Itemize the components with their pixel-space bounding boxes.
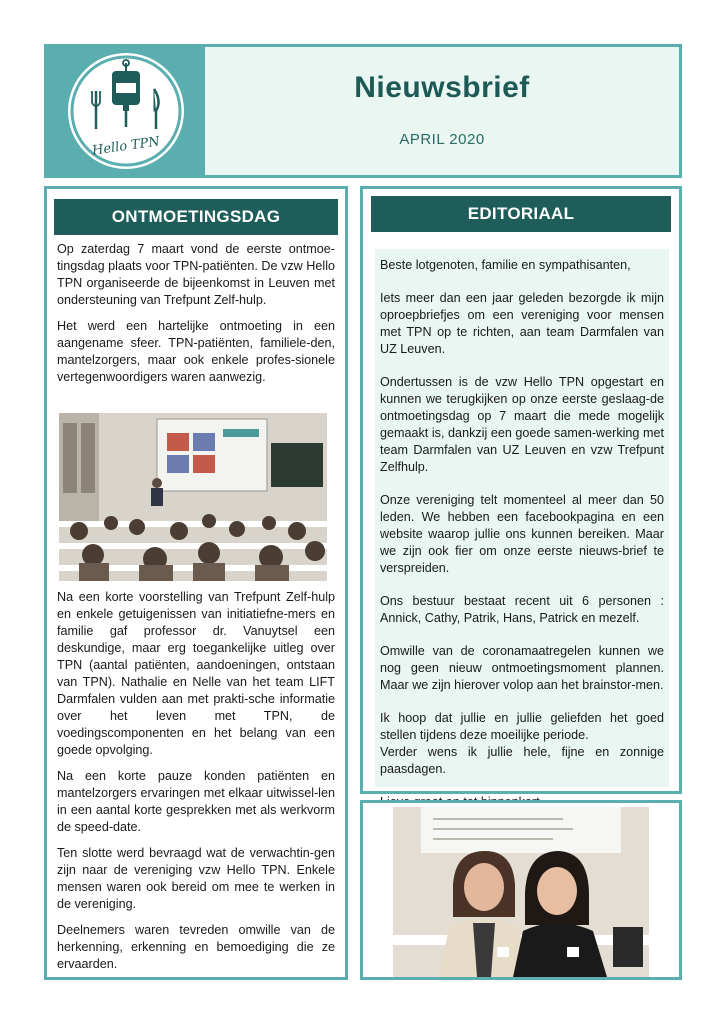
editoriaal-column	[360, 186, 682, 794]
paragraph: Verder wens ik jullie hele, fijne en zonnige paasdagen.	[380, 745, 664, 776]
paragraph: Ik hoop dat jullie en jullie geliefden het goed stellen tijdens deze moeilijke periode.	[380, 711, 664, 742]
ontmoetingsdag-intro	[57, 241, 335, 395]
paragraph: Onze vereniging telt momenteel al meer dan 50 leden. We hebben een facebookpagina en een website waarop jullie ons kunnen bereiken. Maar we zijn ook fier om onze eerste nieuws-brief te verspreiden.	[380, 493, 664, 575]
paragraph: Het werd een hartelijke ontmoeting in een aangename sfeer. TPN-patiënten, familiele-den, mantelzorgers, maar ook enkele profes-sionele vertegenwoordigers waren aanwezig.	[57, 319, 335, 384]
paragraph: Omwille van de coronamaatregelen kunnen we nog geen nieuw ontmoetingsmoment plannen. Maar we zijn hierover volop aan het brainstor-men.	[380, 644, 664, 692]
title-panel	[205, 47, 679, 175]
editoriaal-heading: EDITORIAAL	[371, 196, 671, 232]
paragraph: Iets meer dan een jaar geleden bezorgde ik mijn oproepbriefjes om een vereniging voor mensen met TPN op te richten, aan team Darmfalen van UZ Leuven.	[380, 291, 664, 356]
paragraph: Ons bestuur bestaat recent uit 6 personen : Annick, Cathy, Patrik, Hans, Patrick en mezelf.	[380, 594, 664, 625]
newsletter-title: Nieuwsbrief	[354, 71, 530, 104]
paragraph: Ondertussen is de vzw Hello TPN opgestart en kunnen we terugkijken op onze eerste geslaag-de ontmoetingsdag op 7 maart die mede mogelijk gemaakt is, dankzij een goede samen-werking met team Darmfalen van UZ Leuven en vzw Trefpunt Zelfhulp.	[380, 375, 664, 474]
paragraph: Ten slotte werd bevraagd wat de verwachtin-gen zijn naar de vereniging vzw Hello TPN. Enkele mensen waren ook bereid om mee te werken in de vereniging.	[57, 846, 335, 911]
logo-panel	[47, 47, 205, 175]
paragraph: Op zaterdag 7 maart vond de eerste ontmoe-tingsdag plaats voor TPN-patiënten. De vzw Hello TPN organiseerde de bijeenkomst in Leuven met ondersteuning van Trefpunt Zelf-hulp.	[57, 242, 335, 307]
photo-column	[360, 800, 682, 980]
paragraph: Deelnemers waren tevreden omwille van de herkenning, erkenning en bemoediging die ze ervaarden.	[57, 923, 335, 971]
ontmoetingsdag-body	[57, 589, 335, 982]
newsletter-header	[44, 44, 682, 178]
editoriaal-box	[375, 249, 669, 787]
paragraph: Na een korte voorstelling van Trefpunt Zelf-hulp en enkele getuigenissen van initiatiefne-mers en familie gaf professor dr. Vanuytsel een deskundige, maar erg toegankelijke uitleg over TPN (aantal patiënten, aandoeningen, ontstaan van TPN). Nathalie en Nelle van het team LIFT Darmfalen vulden aan met prakti-sche informatie over het leven met TPN, de voedingscomponenten en het belang van een goede opvolging.	[57, 590, 335, 757]
newsletter-date: APRIL 2020	[399, 131, 485, 148]
logo-text: Hello TPN	[91, 134, 161, 159]
ontmoetingsdag-heading: ONTMOETINGSDAG	[54, 199, 338, 235]
paragraph: Na een korte pauze konden patiënten en mantelzorgers ervaringen met elkaar uitwissel-len in een aantal korte gesprekken met als werkvorm de speed-date.	[57, 769, 335, 834]
conference-audience-photo	[59, 413, 327, 581]
paragraph: Beste lotgenoten, familie en sympathisanten,	[380, 258, 631, 272]
ontmoetingsdag-column	[44, 186, 348, 980]
hello-tpn-logo	[68, 53, 184, 169]
two-women-portrait-photo	[393, 807, 649, 977]
editoriaal-text	[380, 257, 664, 828]
